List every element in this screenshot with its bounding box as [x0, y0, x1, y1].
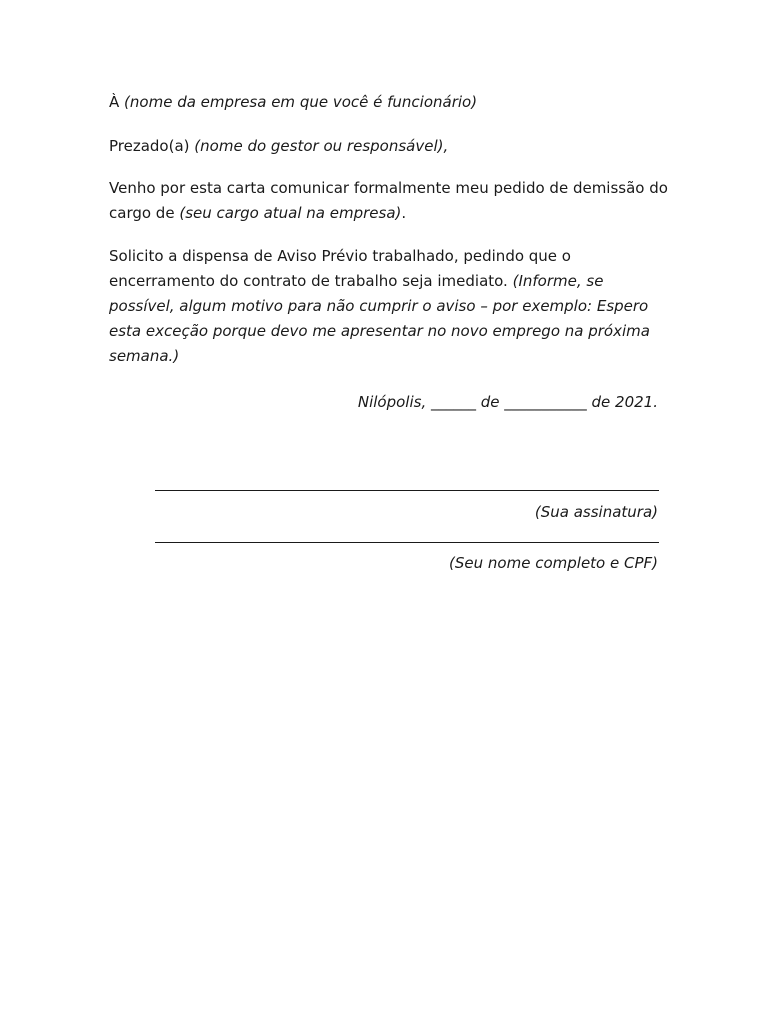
recipient-placeholder: (nome da empresa em que você é funcionário)	[124, 93, 478, 111]
notice-waiver-paragraph	[109, 244, 669, 369]
greeting-prefix: Prezado(a)	[109, 137, 190, 155]
resignation-suffix: .	[401, 204, 407, 222]
signature-line	[155, 490, 659, 491]
notice-reason-placeholder: (Informe, se possível, algum motivo para não cumprir o aviso – por exemplo: Espero esta exceção porque devo me apresentar no novo emprego na próxima semana.)	[109, 272, 650, 365]
greeting-placeholder: (nome do gestor ou responsável),	[194, 137, 449, 155]
recipient-line	[109, 90, 669, 115]
resignation-text: Venho por esta carta comunicar formalmente meu pedido de demissão do cargo de	[109, 179, 668, 222]
notice-waiver-text: Solicito a dispensa de Aviso Prévio trabalhado, pedindo que o encerramento do contrato de trabalho seja imediato.	[109, 247, 571, 290]
resignation-paragraph	[109, 176, 669, 226]
full-name-caption: (Seu nome completo e CPF)	[449, 554, 658, 572]
place-date-line: Nilópolis, ______ de ___________ de 2021.	[357, 393, 658, 411]
signature-caption: (Sua assinatura)	[534, 503, 658, 521]
full-name-line	[155, 542, 659, 543]
job-title-placeholder: (seu cargo atual na empresa)	[179, 204, 402, 222]
recipient-prefix: À	[109, 93, 120, 111]
greeting-line	[109, 134, 669, 159]
